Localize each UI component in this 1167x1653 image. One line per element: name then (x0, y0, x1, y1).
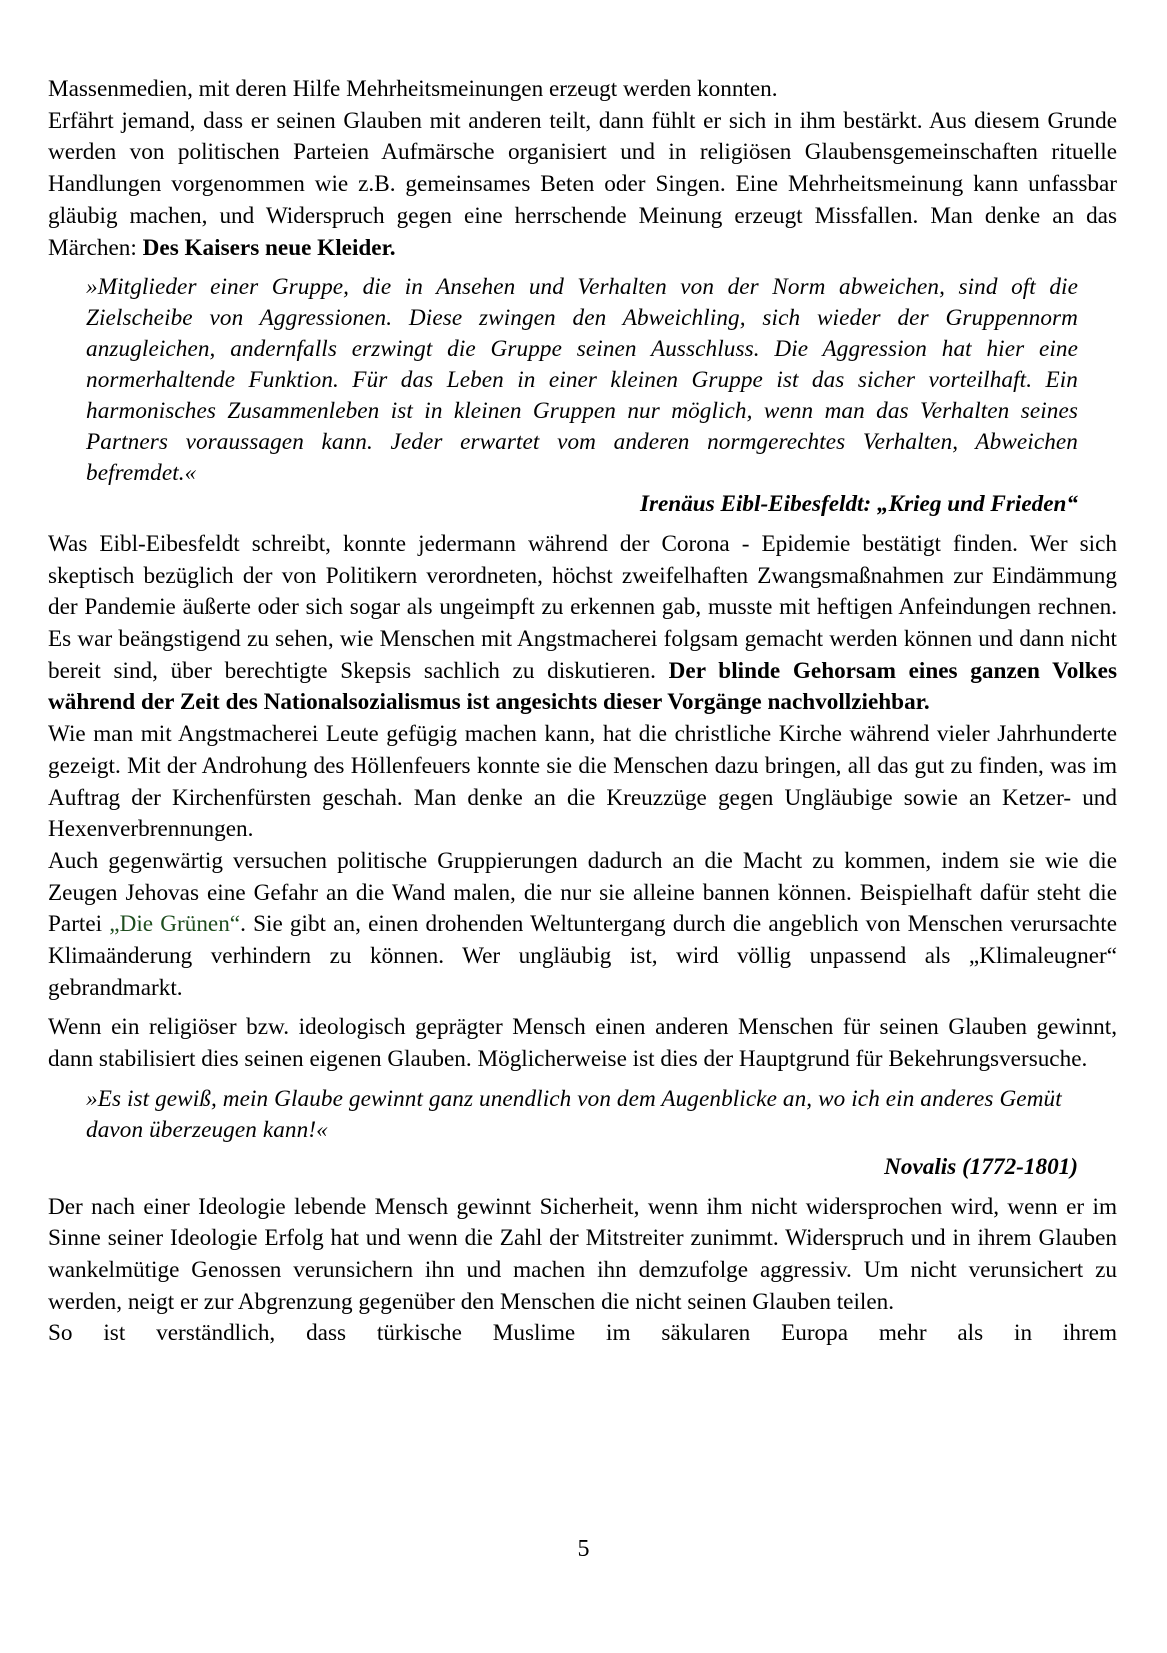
document-page (48, 74, 1117, 1350)
paragraph-text: . Sie gibt an, einen drohenden Weltuntergang durch die angeblich von Menschen verursachte Klimaänderung verhindern zu können. Wer ungläubig ist, wird völlig unpassend als „Klimaleugner“ gebrandmarkt. (48, 911, 1118, 1001)
paragraph-muslime (48, 1318, 1117, 1350)
paragraph-text: Wenn ein religiöser bzw. ideologisch geprägter Mensch einen anderen Menschen für seinen Glauben gewinnt, dann stabilisiert dies seinen eigenen Glauben. Möglicherweise ist dies der Hauptgrund für Bekehrungsversuche. (48, 1014, 1117, 1073)
block-quote-eibl-eibesfeldt (86, 272, 1078, 489)
quote-attribution-novalis: Novalis (1772-1801) (884, 1153, 1078, 1180)
quote-text: »Es ist gewiß, mein Glaube gewinnt ganz unendlich von dem Augenblicke an, wo ich ein anderes Gemüt davon überzeugen kann!« (86, 1085, 1062, 1143)
paragraph-text: Massenmedien, mit deren Hilfe Mehrheitsmeinungen erzeugt werden konnten. (48, 76, 778, 102)
paragraph-glauben-teilen (48, 106, 1117, 265)
page-number: 5 (577, 1536, 590, 1562)
paragraph-text: Wie man mit Angstmacherei Leute gefügig machen kann, hat die christliche Kirche während vieler Jahrhunderte gezeigt. Mit der Androhung des Höllenfeuers konnte sie die Menschen dazu bringen, all das gut zu finden, was im Auftrag der Kirchenfürsten geschah. Man denke an die Kreuzzüge gegen Ungläubige sowie an Ketzer- und Hexenverbrennungen. (48, 721, 1117, 843)
quote-attribution-eibl-eibesfeldt: Irenäus Eibl-Eibesfeldt: „Krieg und Frieden“ (639, 491, 1078, 518)
paragraph-text: Was Eibl-Eibesfeldt schreibt, konnte jedermann während der Corona - Epidemie bestätigt finden. Wer sich skeptisch bezüglich der von Politikern verordneten, höchst zweifelhaften Zwangsmaßnahmen zur Eindämmung der Pandemie äußerte oder sich sogar als ungeimpft zu erkennen gab, musste mit heftigen Anfeindungen rechnen. Es war beängstigend zu sehen, wie Menschen mit Angstmacherei folgsam gemacht werden können und dann nicht bereit sind, über berechtigte Skepsis sachlich zu diskutieren. (48, 530, 1117, 684)
paragraph-text: Auch gegenwärtig versuchen politische Gruppierungen dadurch an die Macht zu kommen, indem sie wie die Zeugen Jehovas eine Gefahr an die Wand malen, die nur sie alleine bannen können. Beispielhaft dafür steht die Partei (48, 847, 1117, 938)
fairy-tale-title: Des Kaisers neue Kleider. (142, 234, 396, 261)
paragraph-corona (48, 529, 1117, 719)
block-quote-novalis (86, 1084, 1078, 1146)
paragraph-text: Der nach einer Ideologie lebende Mensch gewinnt Sicherheit, wenn ihm nicht widersprochen wird, wenn er im Sinne seiner Ideologie Erfolg hat und wenn die Zahl der Mitstreiter zunimmt. Widerspruch und in ihrem Glauben wankelmütige Genossen verunsichern ihn und machen ihn demzufolge aggressiv. Um nicht verunsichert zu werden, neigt er zur Abgrenzung gegenüber den Menschen die nicht seinen Glauben teilen. (48, 1193, 1117, 1315)
paragraph-ideologie (48, 1192, 1117, 1319)
paragraph-text: Erfährt jemand, dass er seinen Glauben mit anderen teilt, dann fühlt er sich in ihm bestärkt. Aus diesem Grunde werden von politischen Parteien Aufmärsche organisiert und in religiösen Glaubensgemeinschaften rituelle Handlungen vorgenommen wie z.B. gemeinsames Beten oder Singen. Eine Mehrheitsmeinung kann unfassbar gläubig machen, und Widerspruch gegen eine herrschende Meinung erzeugt Missfallen. Man denke an das Märchen: (48, 107, 1117, 261)
quote-text: »Mitglieder einer Gruppe, die in Ansehen und Verhalten von der Norm abweichen, sind oft die Zielscheibe von Aggressionen. Diese zwingen den Abweichling, sich wieder der Gruppennorm anzugleichen, andernfalls erzwingt die Gruppe seinen Ausschluss. Die Aggression hat hier eine normerhaltende Funktion. Für das Leben in einer kleinen Gruppe ist das sicher vorteilhaft. Ein harmonisches Zusammenleben ist in kleinen Gruppen nur möglich, wenn man das Verhalten seines Partners voraussagen kann. Jeder erwartet vom anderen normgerechtes Verhalten, Abweichen befremdet.« (86, 274, 1078, 487)
paragraph-kirche (48, 719, 1117, 846)
paragraph-text: So ist verständlich, dass türkische Muslime im säkularen Europa mehr als in ihrem (48, 1320, 1117, 1347)
paragraph-politische-gruppierungen (48, 846, 1117, 1005)
paragraph-massenmedien (48, 74, 1117, 106)
bold-statement: Der blinde Gehorsam eines ganzen Volkes während der Zeit des Nationalsozialismus ist angesichts dieser Vorgänge nachvollziehbar. (48, 657, 1117, 716)
party-name-highlight: „Die Grünen“ (109, 911, 241, 938)
paragraph-bekehrung (48, 1012, 1117, 1075)
